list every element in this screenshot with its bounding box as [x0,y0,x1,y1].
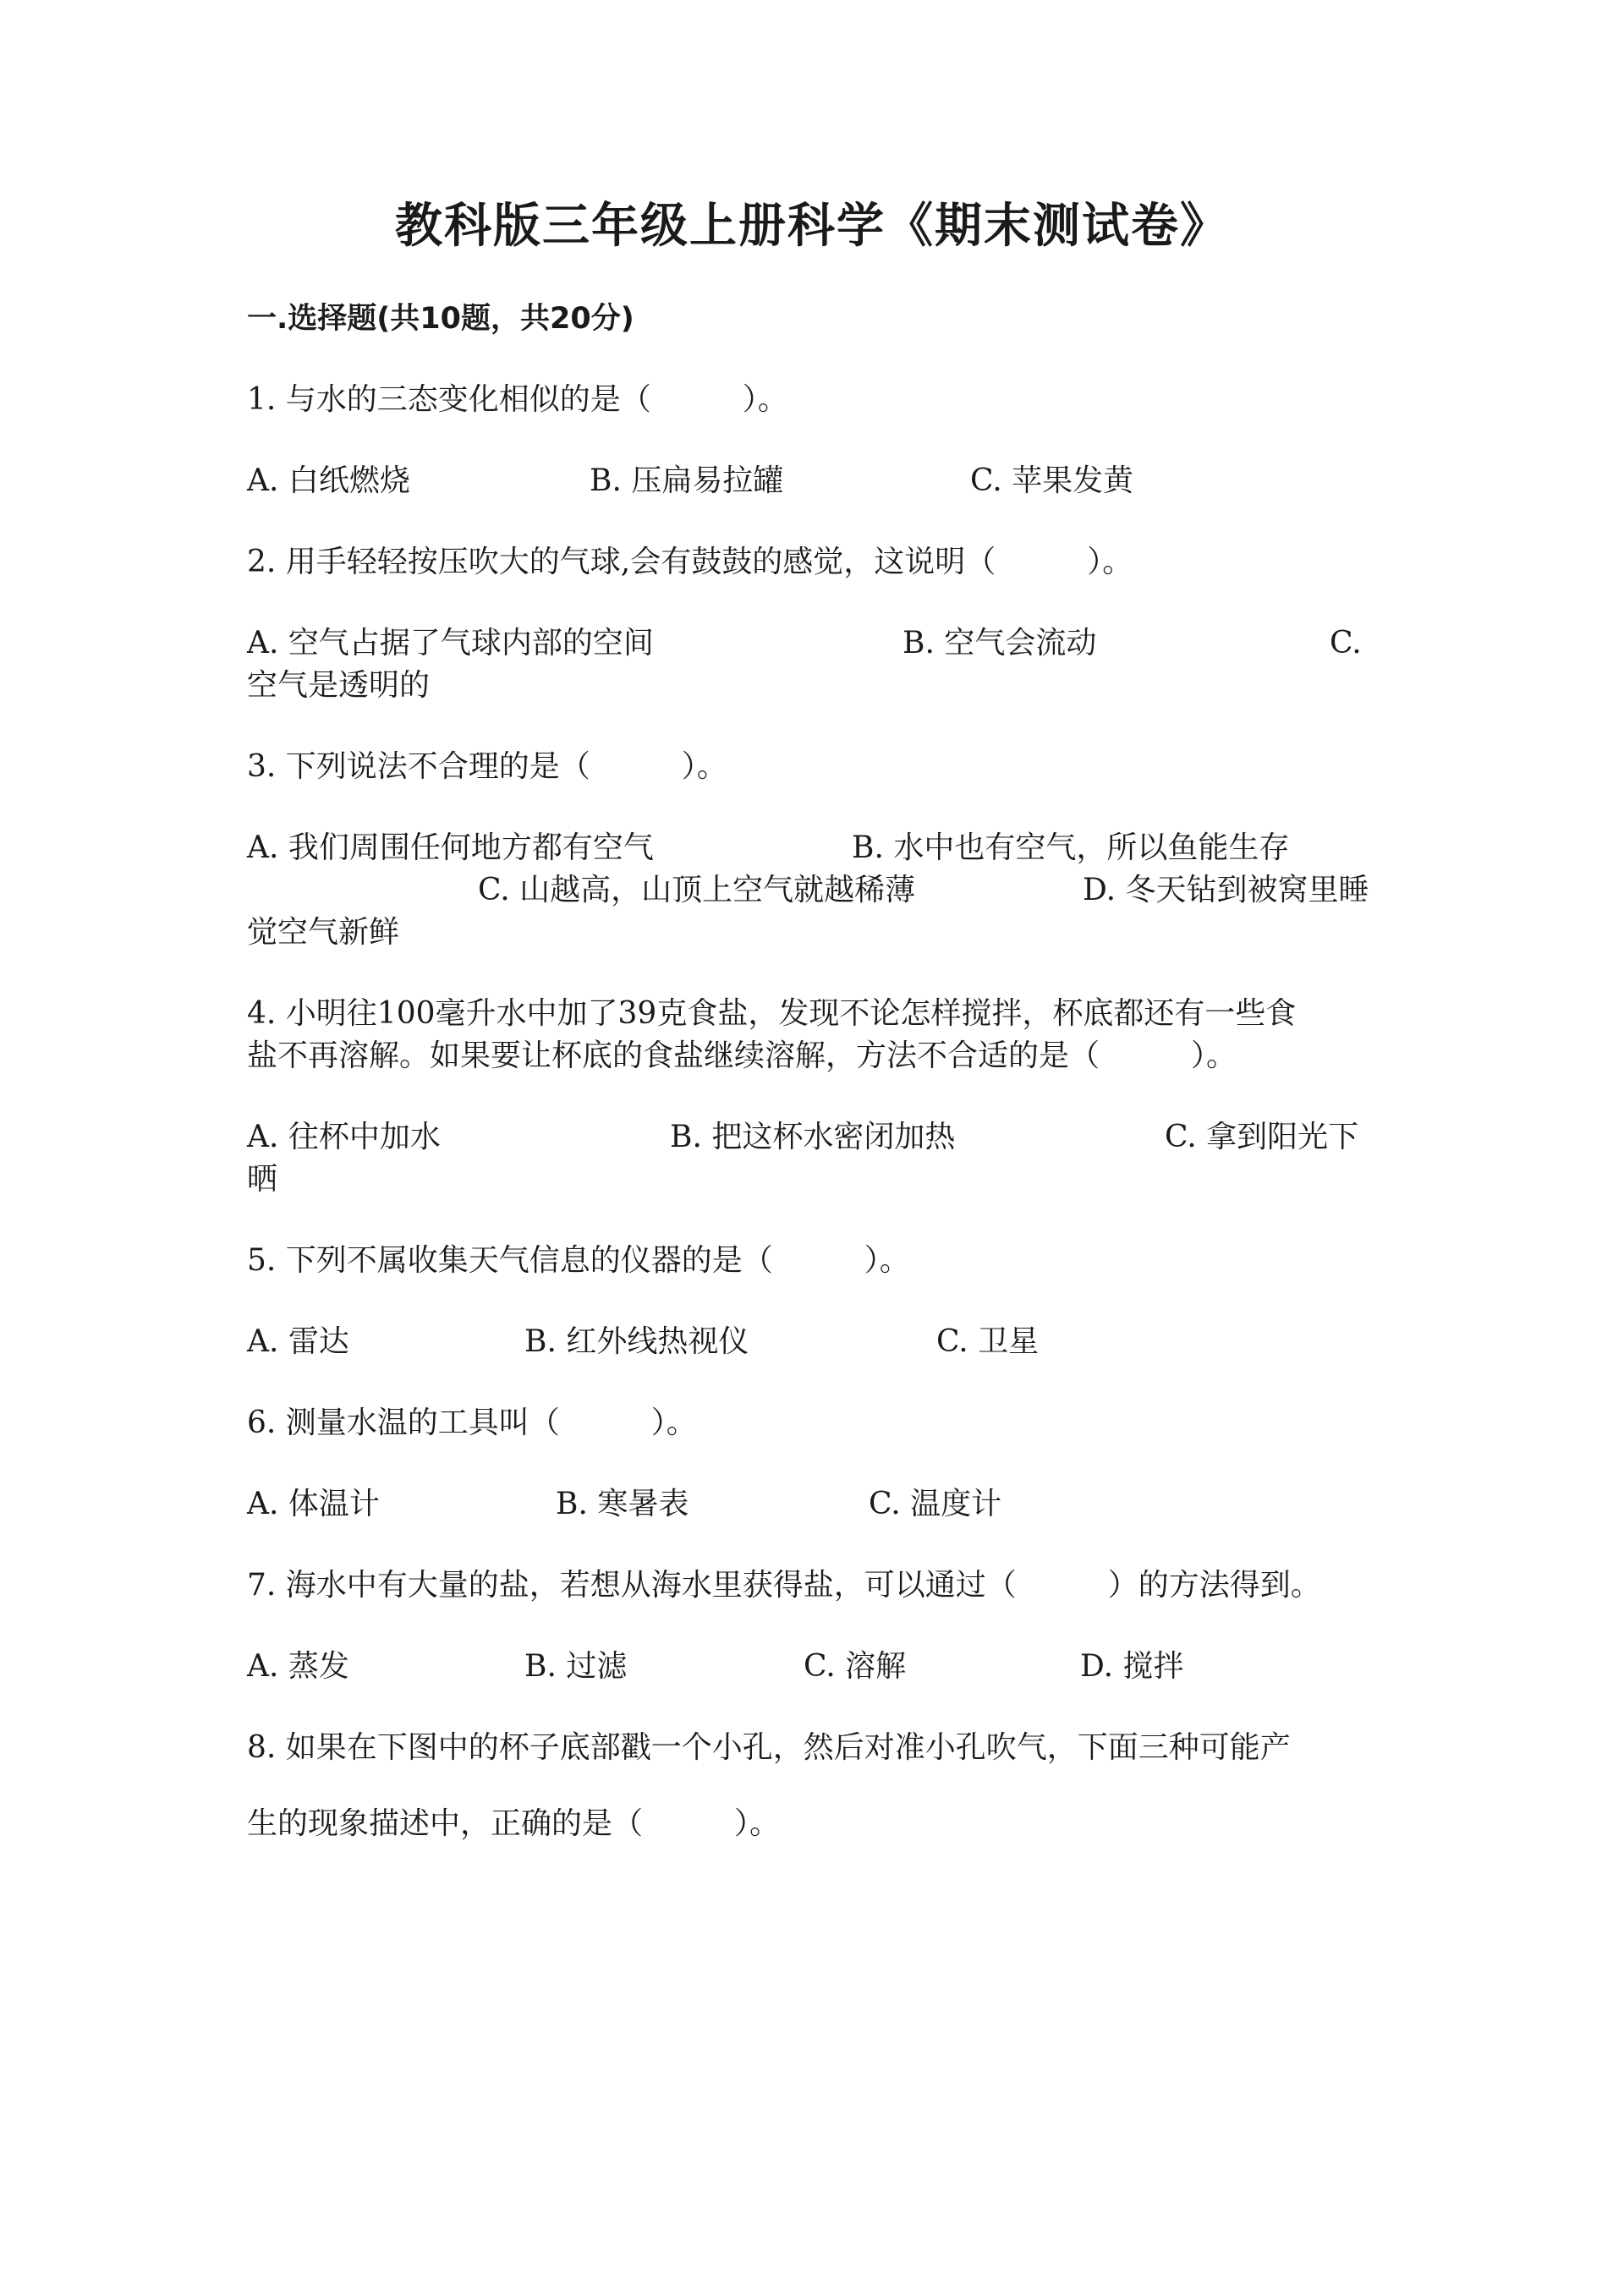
question-8-text-line-2: 生的现象描述中，正确的是（ ）。 [247,1806,781,1841]
question-6-option-b: B. 寒暑表 [556,1487,689,1521]
question-2-text: 2. 用手轻轻按压吹大的气球,会有鼓鼓的感觉，这说明（ ）。 [247,545,1133,579]
question-4-text-line-1: 4. 小明往100毫升水中加了39克食盐，发现不论怎样搅拌，杯底都还有一些食 [247,996,1297,1031]
question-2-option-a: A. 空气占据了气球内部的空间 [247,626,654,660]
question-7-text: 7. 海水中有大量的盐，若想从海水里获得盐，可以通过（ ）的方法得到。 [247,1568,1321,1603]
question-3-text: 3. 下列说法不合理的是（ ）。 [247,749,727,784]
question-3-option-c: C. 山越高，山顶上空气就越稀薄 [478,873,916,907]
question-2-option-b: B. 空气会流动 [903,626,1097,660]
question-4-option-c: C. 拿到阳光下 [1165,1120,1359,1154]
question-3-option-a: A. 我们周围任何地方都有空气 [247,830,654,865]
question-7-option-d: D. 搅拌 [1080,1649,1184,1684]
question-4-option-b: B. 把这杯水密闭加热 [670,1120,956,1154]
question-3-option-b: B. 水中也有空气，所以鱼能生存 [852,830,1290,865]
question-6-text: 6. 测量水温的工具叫（ ）。 [247,1406,697,1440]
question-5-text: 5. 下列不属收集天气信息的仪器的是（ ）。 [247,1243,910,1278]
question-7-option-a: A. 蒸发 [247,1649,349,1684]
question-7-option-b: B. 过滤 [524,1649,628,1684]
question-6-option-a: A. 体温计 [247,1487,380,1521]
question-4-option-a: A. 往杯中加水 [247,1120,441,1154]
question-2-option-c: 空气是透明的 [247,668,431,703]
question-4-option-c-continued: 晒 [247,1162,278,1197]
question-5-option-a: A. 雷达 [247,1324,349,1359]
page-title: 教科版三年级上册科学《期末测试卷》 [395,199,1229,254]
question-1-option-a: A. 白纸燃烧 [247,463,410,498]
question-1-text: 1. 与水的三态变化相似的是（ ）。 [247,382,788,417]
question-4-text-line-2: 盐不再溶解。如果要让杯底的食盐继续溶解，方法不合适的是（ ）。 [247,1038,1237,1073]
question-6-option-c: C. 温度计 [869,1487,1002,1521]
question-1-option-c: C. 苹果发黄 [970,463,1134,498]
question-8-text-line-1: 8. 如果在下图中的杯子底部戳一个小孔，然后对准小孔吹气，下面三种可能产 [247,1730,1291,1765]
question-3-option-d-continued: 觉空气新鲜 [247,915,400,950]
section-heading: 一.选择题(共10题，共20分) [247,302,634,336]
question-5-option-b: B. 红外线热视仪 [524,1324,749,1359]
question-5-option-c: C. 卫星 [936,1324,1040,1359]
question-3-option-d: D. 冬天钻到被窝里睡 [1083,873,1369,907]
question-2-option-c-label: C. [1330,626,1362,660]
question-7-option-c: C. 溶解 [804,1649,907,1684]
question-1-option-b: B. 压扁易拉罐 [590,463,784,498]
